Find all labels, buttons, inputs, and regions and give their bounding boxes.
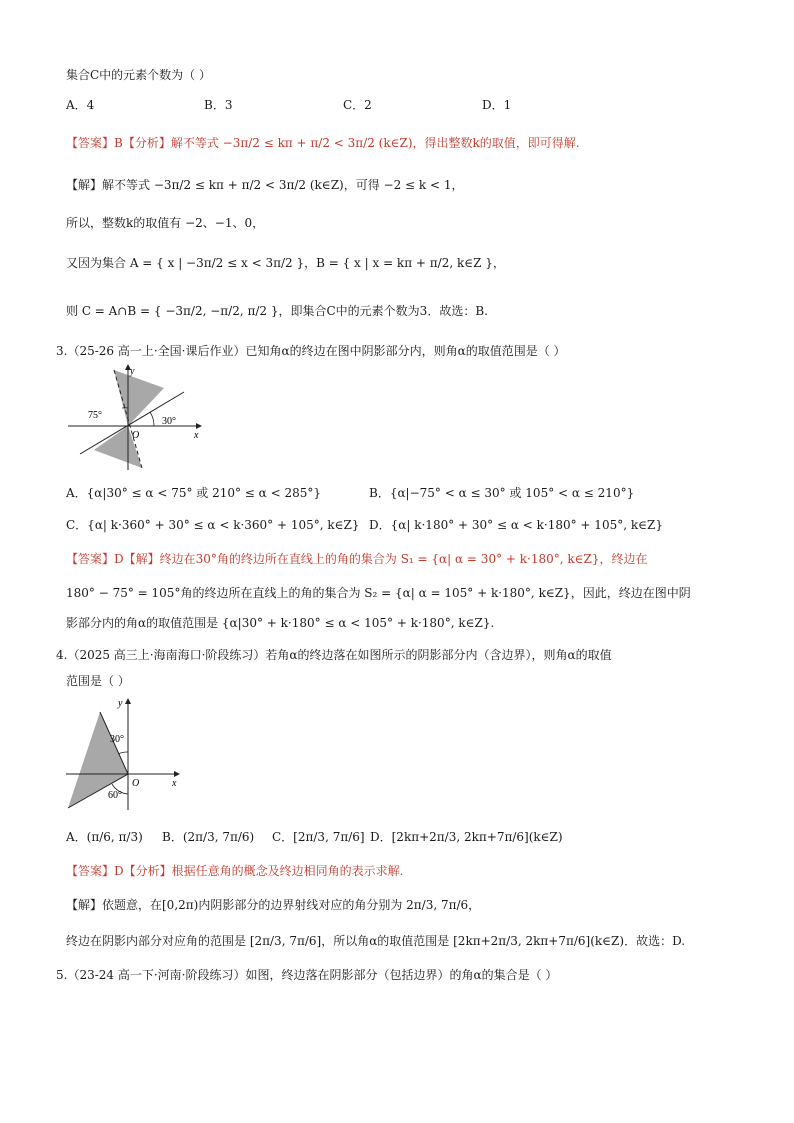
q3-answer-line-2: 180° − 75° = 105°角的终边所在直线上的角的集合为 S₂ = {α| α = 105° + k·180°, k∈Z}，因此，终边在图中阴 — [66, 586, 691, 600]
q3-figure — [66, 362, 206, 472]
q2-option-a: A．4 — [66, 98, 95, 112]
q3-x-arrow-icon — [196, 423, 202, 429]
q4-stem-line-2: 范围是（ ） — [66, 674, 130, 688]
q3-answer-line-3: 影部分内的角α的取值范围是 {α|30° + k·180° ≤ α < 105° + k·180°, k∈Z}. — [66, 616, 495, 630]
q2-option-c: C．2 — [343, 98, 372, 112]
q2-solution-line-3: 又因为集合 A = { x | −3π/2 ≤ x < 3π/2 }，B = { x | x = kπ + π/2, k∈Z }， — [66, 256, 505, 270]
q2-option-b: B．3 — [204, 98, 233, 112]
q4-option-a: A．(π/6, π/3) — [66, 830, 143, 844]
q4-arc-30 — [118, 752, 128, 754]
q3-label-75deg: 75° — [88, 410, 102, 421]
q4-answer: 【答案】D【分析】根据任意角的概念及终边相同角的表示求解. — [66, 864, 404, 878]
q3-arc-30 — [150, 412, 154, 426]
q4-solution-line-2: 终边在阴影内部分对应角的范围是 [2π/3, 7π/6]，所以角α的取值范围是 [2kπ+2π/3, 2kπ+7π/6](k∈Z)．故选：D. — [66, 934, 686, 948]
q2-solution-line-2: 所以，整数k的取值有 −2、−1、0， — [66, 216, 265, 230]
q3-option-c: C．{α| k·360° + 30° ≤ α < k·360° + 105°, k∈Z} — [66, 518, 360, 532]
q2-option-d: D．1 — [482, 98, 512, 112]
q2-solution-line-4: 则 C = A∩B = { −3π/2, −π/2, π/2 }，即集合C中的元素个数为3．故选：B. — [66, 304, 488, 318]
q4-figure — [66, 694, 186, 812]
q3-label-x: x — [194, 430, 199, 441]
q3-label-origin: O — [132, 430, 140, 441]
q3-option-d: D．{α| k·180° + 30° ≤ α < k·180° + 105°, k∈Z} — [369, 518, 663, 532]
q4-option-c: C．[2π/3, 7π/6] — [272, 830, 365, 844]
q2-stem: 集合C中的元素个数为（ ） — [66, 68, 211, 82]
q4-label-x: x — [172, 778, 177, 789]
q3-answer-line-1: 【答案】D【解】终边在30°角的终边所在直线上的角的集合为 S₁ = {α| α = 30° + k·180°, k∈Z}，终边在 — [66, 552, 648, 566]
q4-label-60deg: 60° — [108, 790, 122, 801]
q4-y-arrow-icon — [125, 698, 131, 704]
q4-stem-line-1: 4.（2025 高三上·海南海口·阶段练习）若角α的终边落在如图所示的阴影部分内（含边界），则角α的取值 — [56, 648, 612, 662]
q2-answer: 【答案】B【分析】解不等式 −3π/2 ≤ kπ + π/2 < 3π/2 (k∈Z)，得出整数k的取值，即可得解. — [66, 136, 580, 150]
q4-label-origin: O — [132, 778, 140, 789]
q4-option-d: D．[2kπ+2π/3, 2kπ+7π/6](k∈Z) — [370, 830, 563, 844]
q4-solution-line-1: 【解】依题意，在[0,2π)内阴影部分的边界射线对应的角分别为 2π/3, 7π/6， — [66, 898, 481, 912]
q4-label-30deg: 30° — [110, 734, 124, 745]
q3-label-30deg: 30° — [162, 416, 176, 427]
q3-stem: 3.（25-26 高一上·全国·课后作业）已知角α的终边在图中阴影部分内，则角α的取值范围是（ ） — [56, 344, 566, 358]
q3-label-y: y — [130, 366, 135, 377]
q4-option-b: B．(2π/3, 7π/6) — [162, 830, 255, 844]
q4-label-y: y — [118, 698, 123, 709]
q5-stem: 5.（23-24 高一下·河南·阶段练习）如图，终边落在阴影部分（包括边界）的角α的集合是（ ） — [56, 968, 558, 982]
q4-x-arrow-icon — [174, 771, 180, 777]
q3-option-b: B．{α|−75° < α ≤ 30° 或 105° < α ≤ 210°} — [369, 486, 635, 500]
q3-option-a: A．{α|30° ≤ α < 75° 或 210° ≤ α < 285°} — [66, 486, 322, 500]
q2-solution-line-1: 【解】解不等式 −3π/2 ≤ kπ + π/2 < 3π/2 (k∈Z)，可得 −2 ≤ k < 1， — [66, 178, 464, 192]
